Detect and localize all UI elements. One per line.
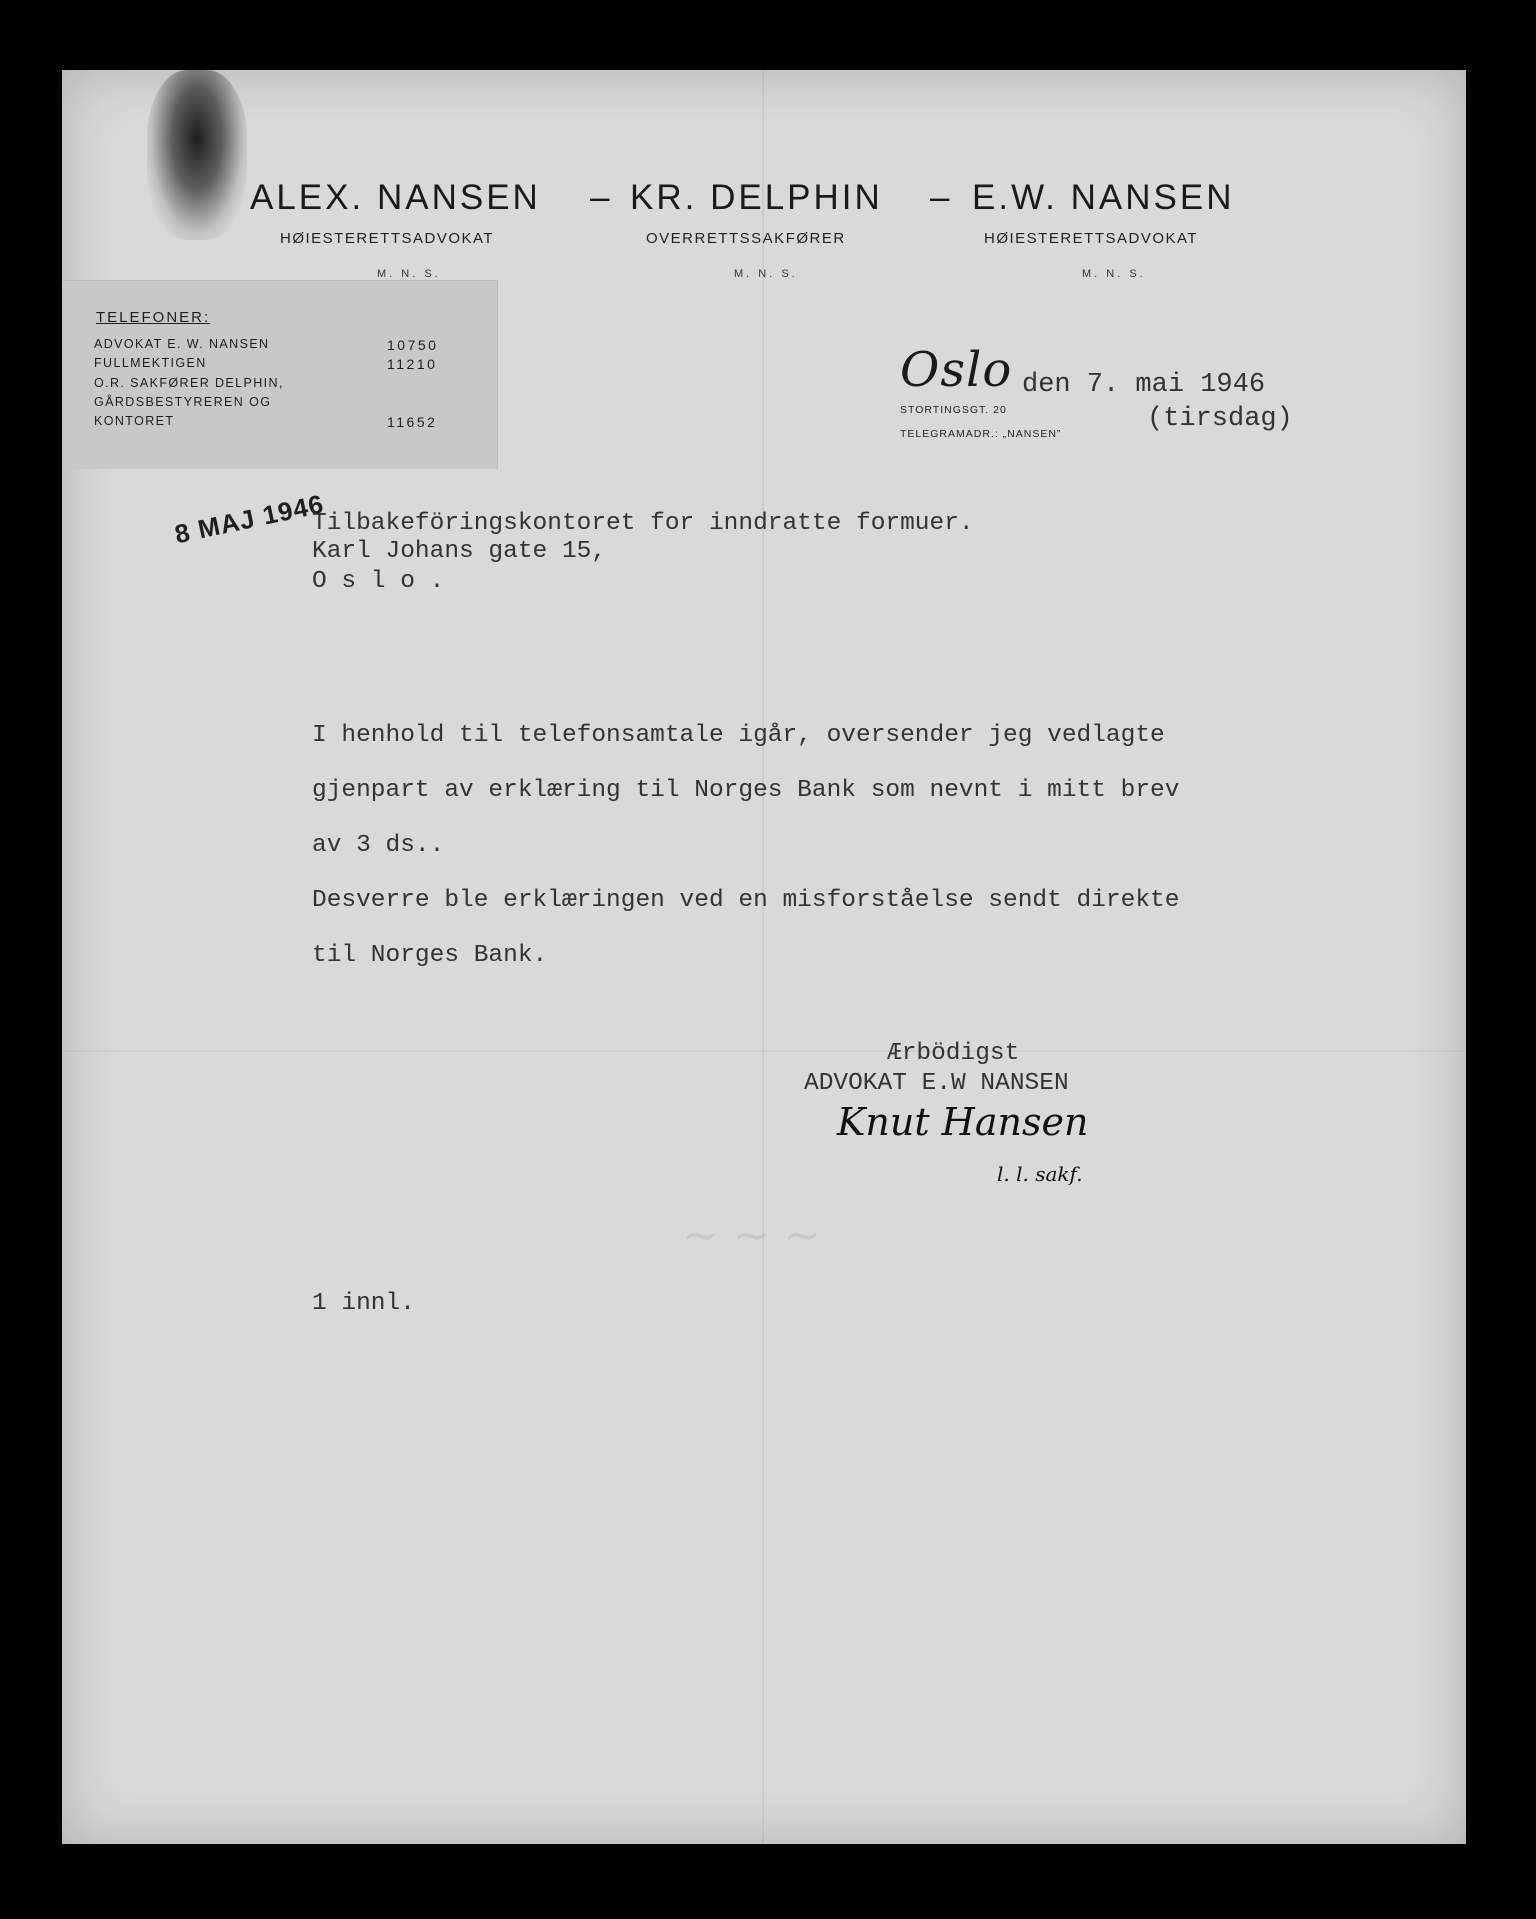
- phone-label-2: FULLMEKTIGEN: [94, 356, 207, 370]
- telegram-address: TELEGRAMADR.: „NANSEN”: [900, 428, 1062, 440]
- handwritten-signature: Knut Hansen: [837, 1100, 1089, 1144]
- phone-number-1: 10750: [387, 337, 439, 353]
- recipient-line-2: Karl Johans gate 15,: [312, 538, 607, 565]
- letterhead-title-2: OVERRETTSSAKFØRER: [646, 230, 846, 247]
- faint-signature-bleed: ~ ~ ~: [682, 1210, 821, 1261]
- letter-weekday: (tirsdag): [1147, 404, 1293, 434]
- phone-label-4: GÅRDSBESTYREREN OG: [94, 395, 272, 409]
- letterhead-title-1: HØIESTERETTSADVOKAT: [280, 230, 495, 247]
- body-line-1: I henhold til telefonsamtale igår, oversender jeg vedlagte: [312, 722, 1165, 749]
- phone-numbers-box: [62, 280, 498, 469]
- phone-number-5: 11652: [387, 414, 438, 430]
- body-line-2: gjenpart av erklæring til Norges Bank som nevnt i mitt brev: [312, 777, 1180, 804]
- signature-note: l. l. sakf.: [997, 1162, 1083, 1186]
- letterhead-mns-1: M. N. S.: [377, 268, 441, 280]
- fold-line-horizontal: [62, 1050, 1466, 1052]
- phone-label-3: O.R. SAKFØRER DELPHIN,: [94, 376, 284, 390]
- phone-label-1: ADVOKAT E. W. NANSEN: [94, 337, 270, 351]
- letterhead-separator-1: –: [590, 178, 610, 217]
- closing-greeting: Ærbödigst: [887, 1040, 1020, 1067]
- closing-firm: ADVOKAT E.W NANSEN: [804, 1070, 1069, 1097]
- body-line-4: Desverre ble erklæringen ved en misforståelse sendt direkte: [312, 887, 1180, 914]
- body-line-5: til Norges Bank.: [312, 942, 548, 969]
- letterhead-mns-3: M. N. S.: [1082, 268, 1146, 280]
- letterhead-name-1: ALEX. NANSEN: [250, 178, 541, 217]
- letterhead-name-3: E.W. NANSEN: [972, 178, 1235, 217]
- phone-label-5: KONTORET: [94, 414, 175, 428]
- letter-date: den 7. mai 1946: [1022, 370, 1266, 400]
- address-street: STORTINGSGT. 20: [900, 404, 1007, 416]
- recipient-line-1: Tilbakeföringskontoret for inndratte formuer.: [312, 510, 974, 537]
- letterhead-name-2: KR. DELPHIN: [630, 178, 883, 217]
- letter-page: [62, 70, 1466, 1844]
- recipient-line-3: O s l o .: [312, 568, 445, 595]
- fold-line-vertical: [762, 70, 764, 1844]
- burn-mark: [147, 70, 247, 240]
- body-line-3: av 3 ds..: [312, 832, 445, 859]
- letterhead-separator-2: –: [930, 178, 950, 217]
- letterhead-mns-2: M. N. S.: [734, 268, 798, 280]
- received-stamp: 8 MAJ 1946: [172, 488, 327, 550]
- enclosure-note: 1 innl.: [312, 1290, 415, 1317]
- letterhead-title-3: HØIESTERETTSADVOKAT: [984, 230, 1199, 247]
- place-city: Oslo: [900, 342, 1013, 398]
- phone-number-2: 11210: [387, 356, 438, 372]
- phones-title: TELEFONER:: [96, 309, 211, 326]
